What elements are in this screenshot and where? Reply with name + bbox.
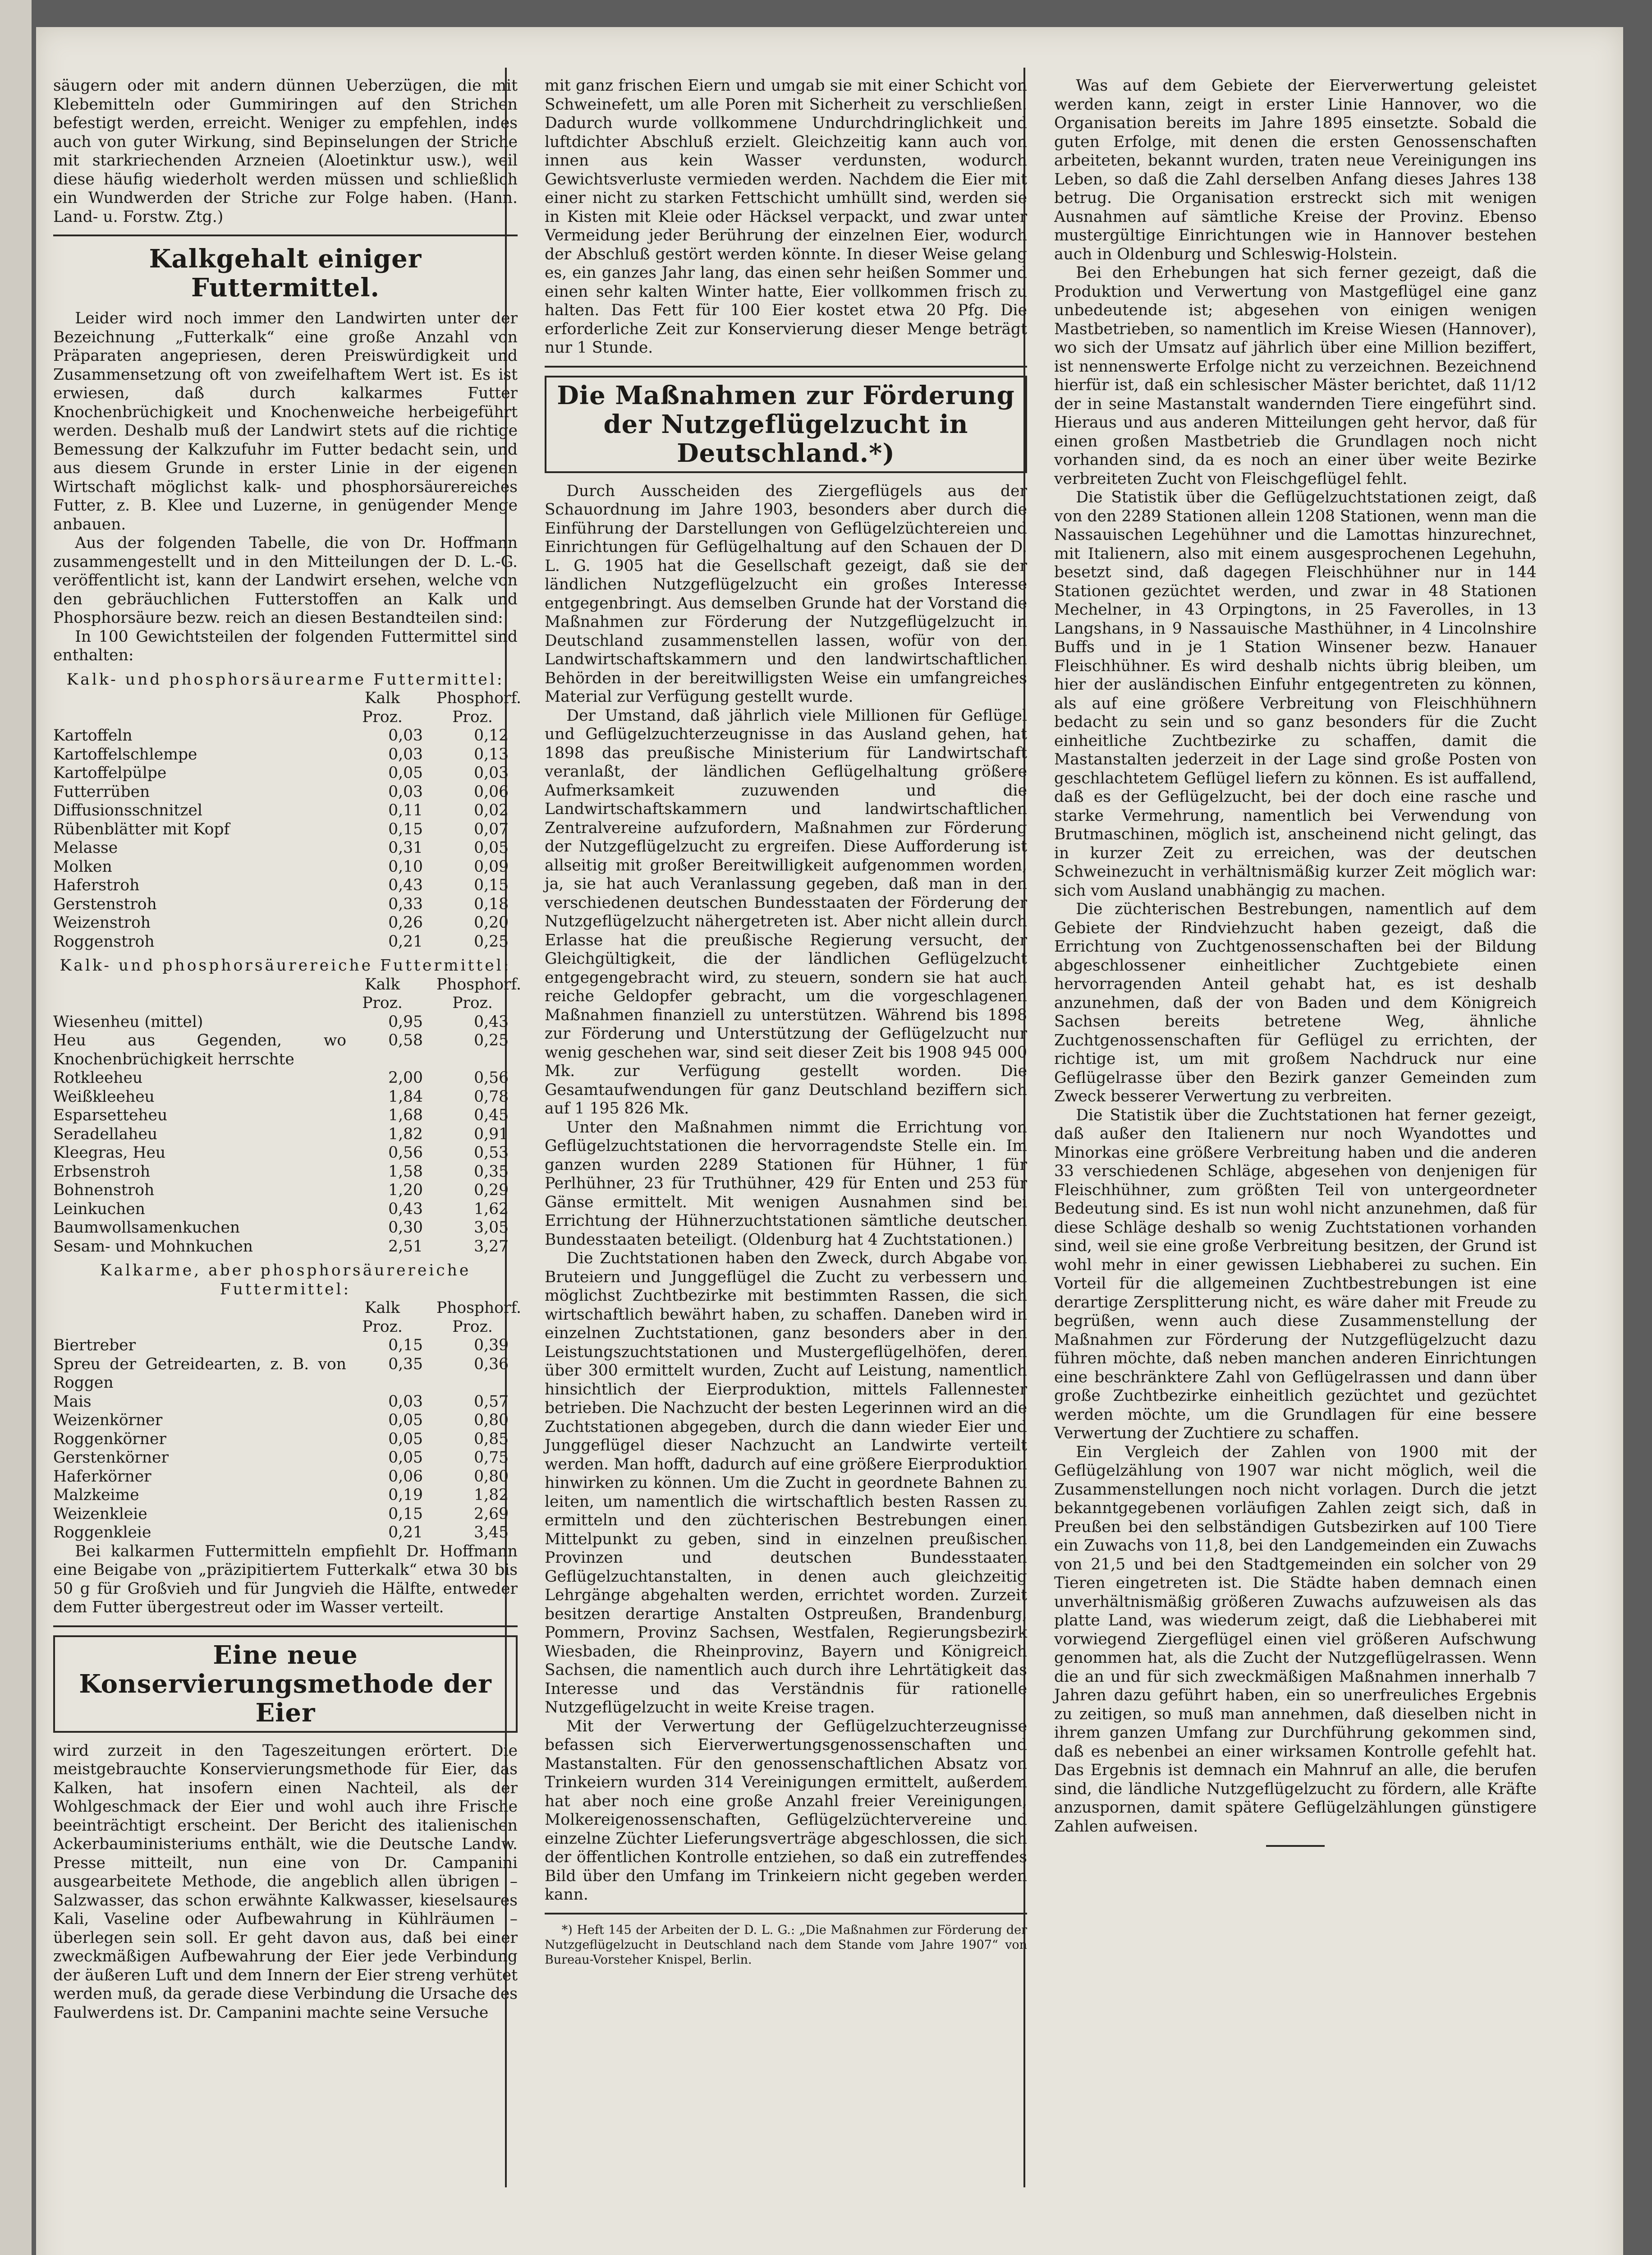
feed-name: Kartoffelpülpe bbox=[53, 764, 167, 782]
table-row bbox=[53, 801, 518, 820]
feed-name: Kleegras, Heu bbox=[53, 1144, 166, 1162]
article-paragraph: Aus der folgenden Tabelle, die von Dr. Hoffmann zusammengestellt und in den Mitteilungen der D. L.-G. veröffentlicht ist, kann der Landwirt ersehen, welche von den gebräuchlichen Futterstoffen an Kalk und Phosphorsäure bezw. reich an diesen Bestandteilen sind: bbox=[53, 534, 518, 627]
table-column-headers bbox=[53, 1299, 521, 1336]
phosphor-value: 1,62 bbox=[474, 1200, 509, 1218]
kalk-value: 0,58 bbox=[388, 1031, 423, 1049]
table-row bbox=[53, 1336, 518, 1355]
article-paragraph: Unter den Maßnahmen nimmt die Errichtung von Geflügelzuchtstationen die hervorragendste Stelle ein. Im ganzen wurden 2289 Stationen für Hühner, 1 für Perlhühner, 23 für Truthühner, 429 für Enten und 253 für Gänse ermittelt. Mit wenigen Ausnahmen sind bei Errichtung der Hühnerzuchtstationen sämtliche deutschen Bundesstaaten beteiligt. (Oldenburg hat 4 Zuchtstationen.) bbox=[545, 1118, 1027, 1249]
table-row bbox=[53, 783, 518, 802]
kalk-value: 0,15 bbox=[388, 1505, 423, 1523]
table-row bbox=[53, 1106, 518, 1125]
section-divider bbox=[53, 235, 518, 236]
table-heading: Kalkarme, aber phosphorsäurereiche Futtermittel: bbox=[100, 1261, 471, 1298]
scan-left-margin bbox=[0, 0, 32, 2255]
feed-name: Weizenkleie bbox=[53, 1505, 147, 1523]
kalk-value: 0,03 bbox=[388, 727, 423, 745]
kalk-value: 0,43 bbox=[388, 876, 423, 894]
table-row bbox=[53, 1144, 518, 1163]
feed-name: Roggenkörner bbox=[53, 1430, 166, 1448]
feed-name: Leinkuchen bbox=[53, 1200, 145, 1218]
feed-name: Melasse bbox=[53, 839, 118, 857]
table-row bbox=[53, 1505, 518, 1524]
kalk-value: 0,05 bbox=[388, 1449, 423, 1467]
footnote: *) Heft 145 der Arbeiten der D. L. G.: „Die Maßnahmen zur Förderung der Nutzgeflügelzucht in Deutschland nach dem Stande vom Jahre 1907“ von Bureau-Vorsteher Knispel, Berlin. bbox=[545, 1923, 1027, 1967]
phosphor-value: 0,03 bbox=[474, 764, 509, 782]
phosphor-value: 0,75 bbox=[474, 1449, 509, 1467]
article-body bbox=[1054, 77, 1537, 1836]
kalk-value: 1,58 bbox=[388, 1162, 423, 1181]
phosphor-value: 0,13 bbox=[474, 745, 509, 764]
feed-name: Kartoffelschlempe bbox=[53, 745, 197, 764]
phosphor-value: 0,45 bbox=[474, 1106, 509, 1124]
column-1 bbox=[53, 77, 521, 2022]
table-row bbox=[53, 1486, 518, 1505]
phosphor-header: Phosphorf. Proz. bbox=[436, 1299, 521, 1336]
phosphor-value: 0,85 bbox=[474, 1430, 509, 1448]
phosphor-value: 0,18 bbox=[474, 895, 509, 913]
table-row bbox=[53, 1088, 518, 1107]
feed-name: Kartoffeln bbox=[53, 727, 133, 745]
table-row bbox=[53, 764, 518, 783]
kalk-value: 0,05 bbox=[388, 764, 423, 782]
table-row bbox=[53, 1393, 518, 1412]
column-3 bbox=[1054, 77, 1537, 1847]
section-divider bbox=[53, 1625, 518, 1627]
article-body bbox=[545, 482, 1027, 1905]
phosphor-value: 0,43 bbox=[474, 1012, 509, 1031]
feed-name: Molken bbox=[53, 857, 112, 876]
nutrient-tables bbox=[53, 670, 521, 1542]
table-row bbox=[53, 858, 518, 877]
feed-name: Futterrüben bbox=[53, 782, 150, 801]
table-row bbox=[53, 933, 518, 952]
kalk-value: 0,03 bbox=[388, 745, 423, 764]
article-paragraph: Leider wird noch immer den Landwirten unter der Bezeichnung „Futterkalk“ eine große Anzahl von Präparaten angepriesen, deren Preiswürdigkeit und Zusammensetzung oft von zweifelhaftem Wert ist. Es ist erwiesen, daß durch kalkarmes Futter Knochenbrüchigkeit und Knochenweiche herbeigeführt werden. Deshalb muß der Landwirt stets auf die richtige Bemessung der Kalkzufuhr im Futter bedacht sein, und aus diesem Grunde in erster Linie in der eigenen Wirtschaft möglichst kalk- und phosphorsäurereiches Futter, z. B. Klee und Luzerne, in genügender Menge anbauen. bbox=[53, 309, 518, 534]
kalk-value: 0,43 bbox=[388, 1200, 423, 1218]
feed-name: Mais bbox=[53, 1392, 92, 1411]
phosphor-value: 0,36 bbox=[474, 1355, 509, 1373]
article-paragraph: Die züchterischen Bestrebungen, namentlich auf dem Gebiete der Rindviehzucht haben gezeigt, daß die Errichtung von Zuchtgenossenschaften bei der Bildung abgeschlossener einheitlicher Zuchtgebiete einen hervorragenden Anteil gehabt hat, es ist deshalb anzunehmen, daß der von Baden und dem Königreich Sachsen bereits betretene Weg, ähnliche Zuchtgenossenschaften für Geflügel zu errichten, der richtige ist, um mit großem Nachdruck nur eine Geflügelrasse über den Bezirk ganzer Gemeinden zum Zweck besserer Verwertung zu verbreiten. bbox=[1054, 900, 1537, 1105]
table-heading: Kalk- und phosphorsäurereiche Futtermittel: bbox=[60, 957, 511, 975]
footnote-divider bbox=[545, 1913, 1027, 1914]
feed-name: Heu aus Gegenden, wo Knochenbrüchigkeit herrschte bbox=[53, 1031, 346, 1068]
phosphor-value: 3,45 bbox=[474, 1523, 509, 1542]
feed-name: Roggenstroh bbox=[53, 932, 155, 951]
table-row bbox=[53, 1238, 518, 1256]
boxed-headline bbox=[53, 1635, 518, 1733]
kalk-value: 0,19 bbox=[388, 1486, 423, 1504]
kalk-value: 0,05 bbox=[388, 1430, 423, 1448]
kalk-value: 1,20 bbox=[388, 1181, 423, 1199]
kalk-value: 0,33 bbox=[388, 895, 423, 913]
table-column-headers bbox=[53, 689, 521, 727]
article-title-nutzgefluegel: Die Maßnahmen zur Förderung der Nutzgeflügelzucht in Deutschland.*) bbox=[557, 380, 1015, 468]
kalk-value: 0,11 bbox=[388, 801, 423, 819]
phosphor-value: 0,78 bbox=[474, 1087, 509, 1106]
phosphor-value: 3,05 bbox=[474, 1219, 509, 1237]
table-row bbox=[53, 1219, 518, 1238]
feed-name: Bohnenstroh bbox=[53, 1181, 155, 1199]
feed-name: Seradellaheu bbox=[53, 1125, 158, 1143]
table-heading: Kalk- und phosphorsäurearme Futtermittel: bbox=[66, 670, 505, 689]
kalk-header: Kalk Proz. bbox=[362, 1299, 403, 1336]
table-row bbox=[53, 1355, 518, 1393]
table-row bbox=[53, 1430, 518, 1449]
kalk-value: 0,31 bbox=[388, 839, 423, 857]
phosphor-value: 3,27 bbox=[474, 1237, 509, 1256]
table-row bbox=[53, 1411, 518, 1430]
phosphor-value: 0,35 bbox=[474, 1162, 509, 1181]
article-paragraph: Der Umstand, daß jährlich viele Millionen für Geflügel und Geflügelzuchterzeugnisse in das Ausland gehen, hat 1898 das preußische Ministerium für Landwirtschaft veranlaßt, der ländlichen Geflügelhaltung größere Aufmerksamkeit zuzuwenden und die Landwirtschaftskammern und landwirtschaftlichen Zentralvereine aufzufordern, Maßnahmen zur Förderung der Nutzgeflügelzucht zu ergreifen. Diese Aufforderung ist allseitig mit großer Bereitwilligkeit aufgenommen worden, ja, sie hat auch Veranlassung gegeben, daß man in den verschiedenen deutschen Bundesstaaten der Förderung der Nutzgeflügelzucht nähergetreten ist. Aber nicht allein durch Erlasse hat die preußische Regierung versucht, der Gleichgültigkeit, die der ländlichen Geflügelzucht entgegengebracht wird, zu steuern, sondern sie hat auch reiche Geldopfer gebracht, um die vorgeschlagenen Maßnahmen finanziell zu unterstützen. Während bis 1898 zur Förderung und Unterstützung der Geflügelzucht nur wenig geschehen war, sind seit dieser Zeit bis 1908 945 000 Mk. zur Verfügung gestellt worden. Die Gesamtaufwendungen für ganz Deutschland beziffern sich auf 1 195 826 Mk. bbox=[545, 706, 1027, 1118]
phosphor-value: 0,29 bbox=[474, 1181, 509, 1199]
column-2 bbox=[545, 77, 1027, 1967]
table-row bbox=[53, 1181, 518, 1200]
kalk-value: 0,15 bbox=[388, 1336, 423, 1354]
phosphor-value: 0,25 bbox=[474, 932, 509, 951]
kalk-value: 0,26 bbox=[388, 914, 423, 932]
phosphor-value: 0,39 bbox=[474, 1336, 509, 1354]
table-row bbox=[53, 1468, 518, 1486]
article-paragraph: Ein Vergleich der Zahlen von 1900 mit der Geflügelzählung von 1907 war nicht möglich, weil die Zusammenstellungen noch nicht vorlagen. Durch die jetzt bekanntgegebenen vorläufigen Zahlen zeigt sich, daß in Preußen bei den selbständigen Gutsbezirken auf 100 Tiere ein Zuwachs von 11,8, bei den Landgemeinden ein Zuwachs von 21,5 und bei den Stadtgemeinden ein solcher von 29 Tieren eingetreten ist. Die Städte haben demnach einen unverhältnismäßig größeren Zuwachs aufzuweisen als das platte Land, was wiederum zeigt, daß die Liebhaberei mit vorwiegend Ziergeflügel einen viel größeren Aufschwung genommen hat, als die Zucht der Nutzgeflügelrassen. Wenn die an und für sich zweckmäßigen Maßnahmen innerhalb 7 Jahren dazu geführt haben, ein so unerfreuliches Ergebnis zu zeitigen, so muß man annehmen, daß dieselben nicht in ihrem ganzen Umfang zur Durchführung gekommen sind, daß es nebenbei an einer wirksamen Kontrolle gefehlt hat. Das Ergebnis ist demnach ein Mahnruf an alle, die berufen sind, die ländliche Nutzgeflügelzucht zu fördern, alle Kräfte anzuspornen, damit spätere Geflügelzählungen günstigere Zahlen aufweisen. bbox=[1054, 1443, 1537, 1836]
kalk-header: Kalk Proz. bbox=[362, 689, 403, 726]
phosphor-value: 0,80 bbox=[474, 1467, 509, 1486]
phosphor-value: 0,53 bbox=[474, 1144, 509, 1162]
phosphor-header: Phosphorf. Proz. bbox=[436, 689, 521, 726]
kalk-value: 1,82 bbox=[388, 1125, 423, 1143]
phosphor-value: 0,20 bbox=[474, 914, 509, 932]
article-paragraph: Bei kalkarmen Futtermitteln empfiehlt Dr. Hoffmann eine Beigabe von „präzipitiertem Futterkalk“ etwa 30 bis 50 g für Großvieh und für Jungvieh die Hälfte, entweder dem Futter übergestreut oder im Wasser verteilt. bbox=[53, 1542, 518, 1616]
feed-name: Weizenkörner bbox=[53, 1411, 163, 1429]
table-row bbox=[53, 914, 518, 933]
article-paragraph: Die Statistik über die Geflügelzuchtstationen zeigt, daß von den 2289 Stationen allein 1208 Stationen, wenn man die Nassauischen Legehühner und die Lamottas hinzurechnet, mit Italienern, also mit einem ausgesprochenen Legehuhn, besetzt sind, daß dagegen Fleischhühner nur in 144 Stationen gezüchtet werden, und zwar in 48 Stationen Mechelner, in 43 Orpingtons, in 25 Faverolles, in 13 Langshans, in 9 Nassauische Masthühner, in 4 Lincolnshire Buffs und in je 1 Station Winsener bezw. Hanauer Fleischhühner. Es wird deshalb nichts übrig bleiben, um hier der ausländischen Einfuhr entgegentreten zu können, als auf eine größere Verbreitung von Fleischhühnern bedacht zu sein und so ganz besonders für die Zucht einheitliche Zuchtbezirke zu schaffen, damit die Mastanstalten jederzeit in der Lage sind große Posten von geschlachtetem Geflügel liefern zu können. Es ist auffallend, daß es der Geflügelzucht, bei der doch eine rasche und starke Vermehrung, namentlich bei Verwendung von Brutmaschinen, möglich ist, anscheinend nicht gelingt, das in kurzer Zeit zu erreichen, was der deutschen Schweinezucht in verhältnismäßig kurzer Zeit möglich war: sich vom Ausland unabhängig zu machen. bbox=[1054, 488, 1537, 900]
feed-name: Sesam- und Mohnkuchen bbox=[53, 1237, 253, 1256]
kalk-value: 0,35 bbox=[388, 1355, 423, 1373]
table-row bbox=[53, 876, 518, 895]
phosphor-value: 0,05 bbox=[474, 839, 509, 857]
table-row bbox=[53, 1523, 518, 1542]
kalk-value: 2,00 bbox=[388, 1069, 423, 1087]
table-row bbox=[53, 1200, 518, 1219]
kalk-value: 0,10 bbox=[388, 857, 423, 876]
feed-name: Baumwollsamenkuchen bbox=[53, 1219, 240, 1237]
phosphor-value: 1,82 bbox=[474, 1486, 509, 1504]
feed-name: Gerstenstroh bbox=[53, 895, 157, 913]
feed-name: Diffusionsschnitzel bbox=[53, 801, 202, 819]
table-row bbox=[53, 727, 518, 746]
kalk-value: 0,03 bbox=[388, 782, 423, 801]
article-paragraph: wird zurzeit in den Tageszeitungen erörtert. Die meistgebrauchte Konservierungsmethode für Eier, das Kalken, hat insofern einen Nachteil, als der Wohlgeschmack der Eier und wohl auch ihre Frische beeinträchtigt erscheint. Der Bericht des italienischen Ackerbauministeriums enthält, wie die Deutsche Landw. Presse mitteilt, nun eine von Dr. Campanini ausgearbeitete Methode, die angeblich allen übrigen – Salzwasser, das schon erwähnte Kalkwasser, kieselsaures Kali, Vaseline oder Aufbewahrung in Kühlräumen – überlegen sein soll. Er geht davon aus, daß bei einer zweckmäßigen Aufbewahrung der Eier jede Verbindung der äußeren Luft und dem Innern der Eier streng verhütet werden muß, da gerade diese Verbindung die Ursache des Faulwerdens ist. Dr. Campanini machte seine Versuche bbox=[53, 1741, 518, 2022]
table-row bbox=[53, 746, 518, 764]
table-row bbox=[53, 895, 518, 914]
kalk-value: 0,15 bbox=[388, 820, 423, 838]
feed-name: Biertreber bbox=[53, 1336, 136, 1354]
kalk-value: 0,56 bbox=[388, 1144, 423, 1162]
continued-paragraph: mit ganz frischen Eiern und umgab sie mit einer Schicht von Schweinefett, um alle Poren mit Sicherheit zu verschließen. Dadurch wurde vollkommene Undurchdringlichkeit und luftdichter Abschluß erzielt. Gleichzeitig kann auch von innen aus kein Wasser verdunsten, wodurch Gewichtsverluste vermieden werden. Nachdem die Eier mit einer nicht zu starken Fettschicht umhüllt sind, werden sie in Kisten mit Kleie oder Häcksel verpackt, und zwar unter Vermeidung jeder Berührung der einzelnen Eier, wodurch der Abschluß gestört werden könnte. In dieser Weise gelang es, ein ganzes Jahr lang, das einen sehr heißen Sommer und einen sehr kalten Winter hatte, Eier vollkommen frisch zu halten. Das Fett für 100 Eier kostet etwa 20 Pfg. Die erforderliche Zeit zur Konservierung dieser Menge beträgt nur 1 Stunde. bbox=[545, 77, 1027, 357]
continued-paragraph: säugern oder mit andern dünnen Ueberzügen, die mit Klebemitteln oder Gummiringen auf den Strichen befestigt werden, erreicht. Weniger zu empfehlen, indes auch von guter Wirkung, sind Bepinselungen der Striche mit starkriechenden Arzneien (Aloetinktur usw.), weil diese häufig wiederholt werden müssen und schließlich ein Wundwerden der Striche zur Folge haben. (Hann. Land- u. Forstw. Ztg.) bbox=[53, 77, 518, 226]
kalk-value: 0,21 bbox=[388, 1523, 423, 1542]
article-paragraph: Die Zuchtstationen haben den Zweck, durch Abgabe von Bruteiern und Junggeflügel die Zucht zu verbessern und möglichst Zuchtbezirke mit bestimmten Rassen, die sich wirtschaftlich bewährt haben, zu schaffen. Daneben wird in einzelnen Zuchtstationen, ganz besonders aber in den Leistungszuchtstationen und Mustergeflügelhöfen, deren über 300 ermittelt wurden, Zucht auf Leistung, namentlich hinsichtlich der Eierproduktion, mittels Fallennester betrieben. Die Nachzucht der besten Legerinnen wird an die Zuchtstationen abgegeben, durch die dann wieder Eier und Junggeflügel dieser Nachzucht an Landwirte verteilt werden. Man hofft, dadurch auf eine größere Eierproduktion hinwirken zu können. Um die Zucht in geordnete Bahnen zu leiten, um namentlich die wirtschaftlich besten Rassen zu ermitteln und den züchterischen Bestrebungen einen Mittelpunkt zu geben, sind in einzelnen preußischen Provinzen und deutschen Bundesstaaten Geflügelzuchtanstalten, in denen auch gleichzeitig Lehrgänge abgehalten werden, errichtet worden. Zurzeit besitzen derartige Anstalten Ostpreußen, Brandenburg, Pommern, Provinz Sachsen, Westfalen, Regierungsbezirk Wiesbaden, die Rheinprovinz, Bayern und Königreich Sachsen, die namentlich auch durch ihre Lehrtätigkeit das Interesse und das Verständnis für rationelle Nutzgeflügelzucht in weite Kreise tragen. bbox=[545, 1249, 1027, 1717]
feed-name: Haferstroh bbox=[53, 876, 140, 894]
feed-name: Erbsenstroh bbox=[53, 1162, 151, 1181]
article-title-kalkgehalt: Kalkgehalt einiger Futtermittel. bbox=[149, 244, 422, 303]
kalk-value: 0,05 bbox=[388, 1411, 423, 1429]
phosphor-header: Phosphorf. Proz. bbox=[436, 975, 521, 1012]
phosphor-value: 0,25 bbox=[474, 1031, 509, 1049]
phosphor-value: 0,02 bbox=[474, 801, 509, 819]
phosphor-value: 2,69 bbox=[474, 1505, 509, 1523]
table-column-headers bbox=[53, 975, 521, 1013]
article-title-konservierung: Eine neue Konservierungsmethode der Eier bbox=[79, 1640, 492, 1728]
feed-name: Haferkörner bbox=[53, 1467, 151, 1486]
kalk-value: 1,68 bbox=[388, 1106, 423, 1124]
feed-name: Spreu der Getreidearten, z. B. von Roggen bbox=[53, 1355, 346, 1392]
article-paragraph: Mit der Verwertung der Geflügelzuchterzeugnisse befassen sich Eierverwertungsgenossenschaften und Mastanstalten. Für den genossenschaftlichen Absatz von Trinkeiern wurden 314 Vereinigungen ermittelt, außerdem hat aber noch eine große Anzahl freier Vereinigungen, Molkereigenossenschaften, Geflügelzüchtervereine und einzelne Züchter Lieferungsverträge abgeschlossen, die sich der öffentlichen Kontrolle entziehen, so daß ein zutreffendes Bild über den Umfang im Trinkeiern nicht gegeben werden kann. bbox=[545, 1717, 1027, 1904]
article-paragraph: Was auf dem Gebiete der Eierverwertung geleistet werden kann, zeigt in erster Linie Hannover, wo die Organisation bereits im Jahre 1895 einsetzte. Sobald die guten Erfolge, mit denen die ersten Genossenschaften arbeiteten, bekannt wurden, traten neue Vereinigungen ins Leben, so daß die Zahl derselben Anfang dieses Jahres 138 betrug. Die Organisation erstreckt sich mit wenigen Ausnahmen auf sämtliche Kreise der Provinz. Ebenso mustergültige Einrichtungen wie in Hannover bestehen auch in Oldenburg und Schleswig-Holstein. bbox=[1054, 77, 1537, 263]
table-row bbox=[53, 1125, 518, 1144]
kalk-value: 0,30 bbox=[388, 1219, 423, 1237]
kalk-header: Kalk Proz. bbox=[362, 975, 403, 1012]
phosphor-value: 0,09 bbox=[474, 857, 509, 876]
phosphor-value: 0,07 bbox=[474, 820, 509, 838]
end-rule bbox=[1266, 1845, 1325, 1847]
kalk-value: 0,03 bbox=[388, 1392, 423, 1411]
feed-name: Weißkleeheu bbox=[53, 1087, 155, 1106]
article-paragraph: In 100 Gewichtsteilen der folgenden Futtermittel sind enthalten: bbox=[53, 627, 518, 664]
table-row bbox=[53, 1013, 518, 1032]
phosphor-value: 0,80 bbox=[474, 1411, 509, 1429]
phosphor-value: 0,12 bbox=[474, 727, 509, 745]
kalk-value: 0,21 bbox=[388, 932, 423, 951]
feed-name: Weizenstroh bbox=[53, 914, 151, 932]
feed-name: Rotkleeheu bbox=[53, 1069, 143, 1087]
kalk-value: 2,51 bbox=[388, 1237, 423, 1256]
article-paragraph: Durch Ausscheiden des Ziergeflügels aus der Schauordnung im Jahre 1903, besonders aber durch die Einführung der Darstellungen von Geflügelzüchtereien und Einrichtungen für Geflügelhaltung auf den Schauen der D. L. G. 1905 hat die Gesellschaft gezeigt, daß sie der ländlichen Nutzgeflügelzucht ein großes Interesse entgegenbringt. Aus demselben Grunde hat der Vorstand die Maßnahmen zur Förderung der Nutzgeflügelzucht in Deutschland zusammenstellen lassen, wofür von den Landwirtschaftskammern und den landwirtschaftlichen Behörden in der bereitwilligsten Weise ein umfangreiches Material zur Verfügung gestellt wurde. bbox=[545, 482, 1027, 706]
table-row bbox=[53, 1163, 518, 1182]
table-row bbox=[53, 839, 518, 858]
boxed-headline bbox=[545, 376, 1027, 473]
article-paragraph: Die Statistik über die Zuchtstationen hat ferner gezeigt, daß außer den Italienern nur noch Wyandottes und Minorkas eine größere Verbreitung haben und die anderen 33 verschiedenen Schläge, abgesehen von denjenigen für Fleischhühner, zum größten Teil von untergeordneter Bedeutung sind. Es ist nun wohl nicht anzunehmen, daß für diese Schläge deshalb so wenig Zuchtstationen vorhanden sind, weil sie eine große Verbreitung besitzen, der Grund ist wohl mehr in einer gewissen Liebhaberei zu suchen. Ein Vorteil für die allgemeinen Zuchtbestrebungen ist eine derartige Zersplitterung nicht, es wäre daher mit Freude zu begrüßen, wenn auch diese Zusammenstellung der Maßnahmen zur Förderung der Nutzgeflügelzucht dazu führen möchte, daß neben manchen anderen Einrichtungen eine beschränktere Zahl von Geflügelrassen und dann über große Zuchtbezirke einheitlich gezüchtet und gezüchtet werden möchte, um die Grundlagen für eine bessere Verwertung der Zuchtiere zu schaffen. bbox=[1054, 1106, 1537, 1442]
feed-name: Rübenblätter mit Kopf bbox=[53, 820, 230, 838]
phosphor-value: 0,15 bbox=[474, 876, 509, 894]
feed-name: Wiesenheu (mittel) bbox=[53, 1012, 203, 1031]
phosphor-value: 0,91 bbox=[474, 1125, 509, 1143]
table-row bbox=[53, 1449, 518, 1468]
kalk-value: 0,06 bbox=[388, 1467, 423, 1486]
feed-name: Malzkeime bbox=[53, 1486, 139, 1504]
feed-name: Roggenkleie bbox=[53, 1523, 151, 1542]
section-divider bbox=[545, 366, 1027, 368]
feed-name: Gerstenkörner bbox=[53, 1449, 169, 1467]
kalk-value: 1,84 bbox=[388, 1087, 423, 1106]
article-paragraph: Bei den Erhebungen hat sich ferner gezeigt, daß die Produktion und Verwertung von Mastgeflügel eine ganz unbedeutende ist; abgesehen von einigen wenigen Mastbetrieben, so namentlich im Kreise Wiesen (Hannover), wo sich der Umsatz auf jährlich über eine Million beziffert, ist nennenswerte Erfolge nicht zu verzeichnen. Bezeichnend hierfür ist, daß ein schlesischer Mäster berichtet, daß 11/12 der in seine Mastanstalt wandernden Tiere eingeführt sind. Hieraus und aus anderen Mitteilungen geht hervor, daß für einen großen Mastbetrieb die Grundlagen noch nicht vorhanden sind, da es noch an einer über weite Bezirke verbreiteten Zucht von Fleischgeflügel fehlt. bbox=[1054, 264, 1537, 488]
table-row bbox=[53, 820, 518, 839]
kalk-value: 0,95 bbox=[388, 1012, 423, 1031]
table-row bbox=[53, 1031, 518, 1069]
table-row bbox=[53, 1069, 518, 1088]
phosphor-value: 0,56 bbox=[474, 1069, 509, 1087]
phosphor-value: 0,57 bbox=[474, 1392, 509, 1411]
phosphor-value: 0,06 bbox=[474, 782, 509, 801]
feed-name: Esparsetteheu bbox=[53, 1106, 168, 1124]
